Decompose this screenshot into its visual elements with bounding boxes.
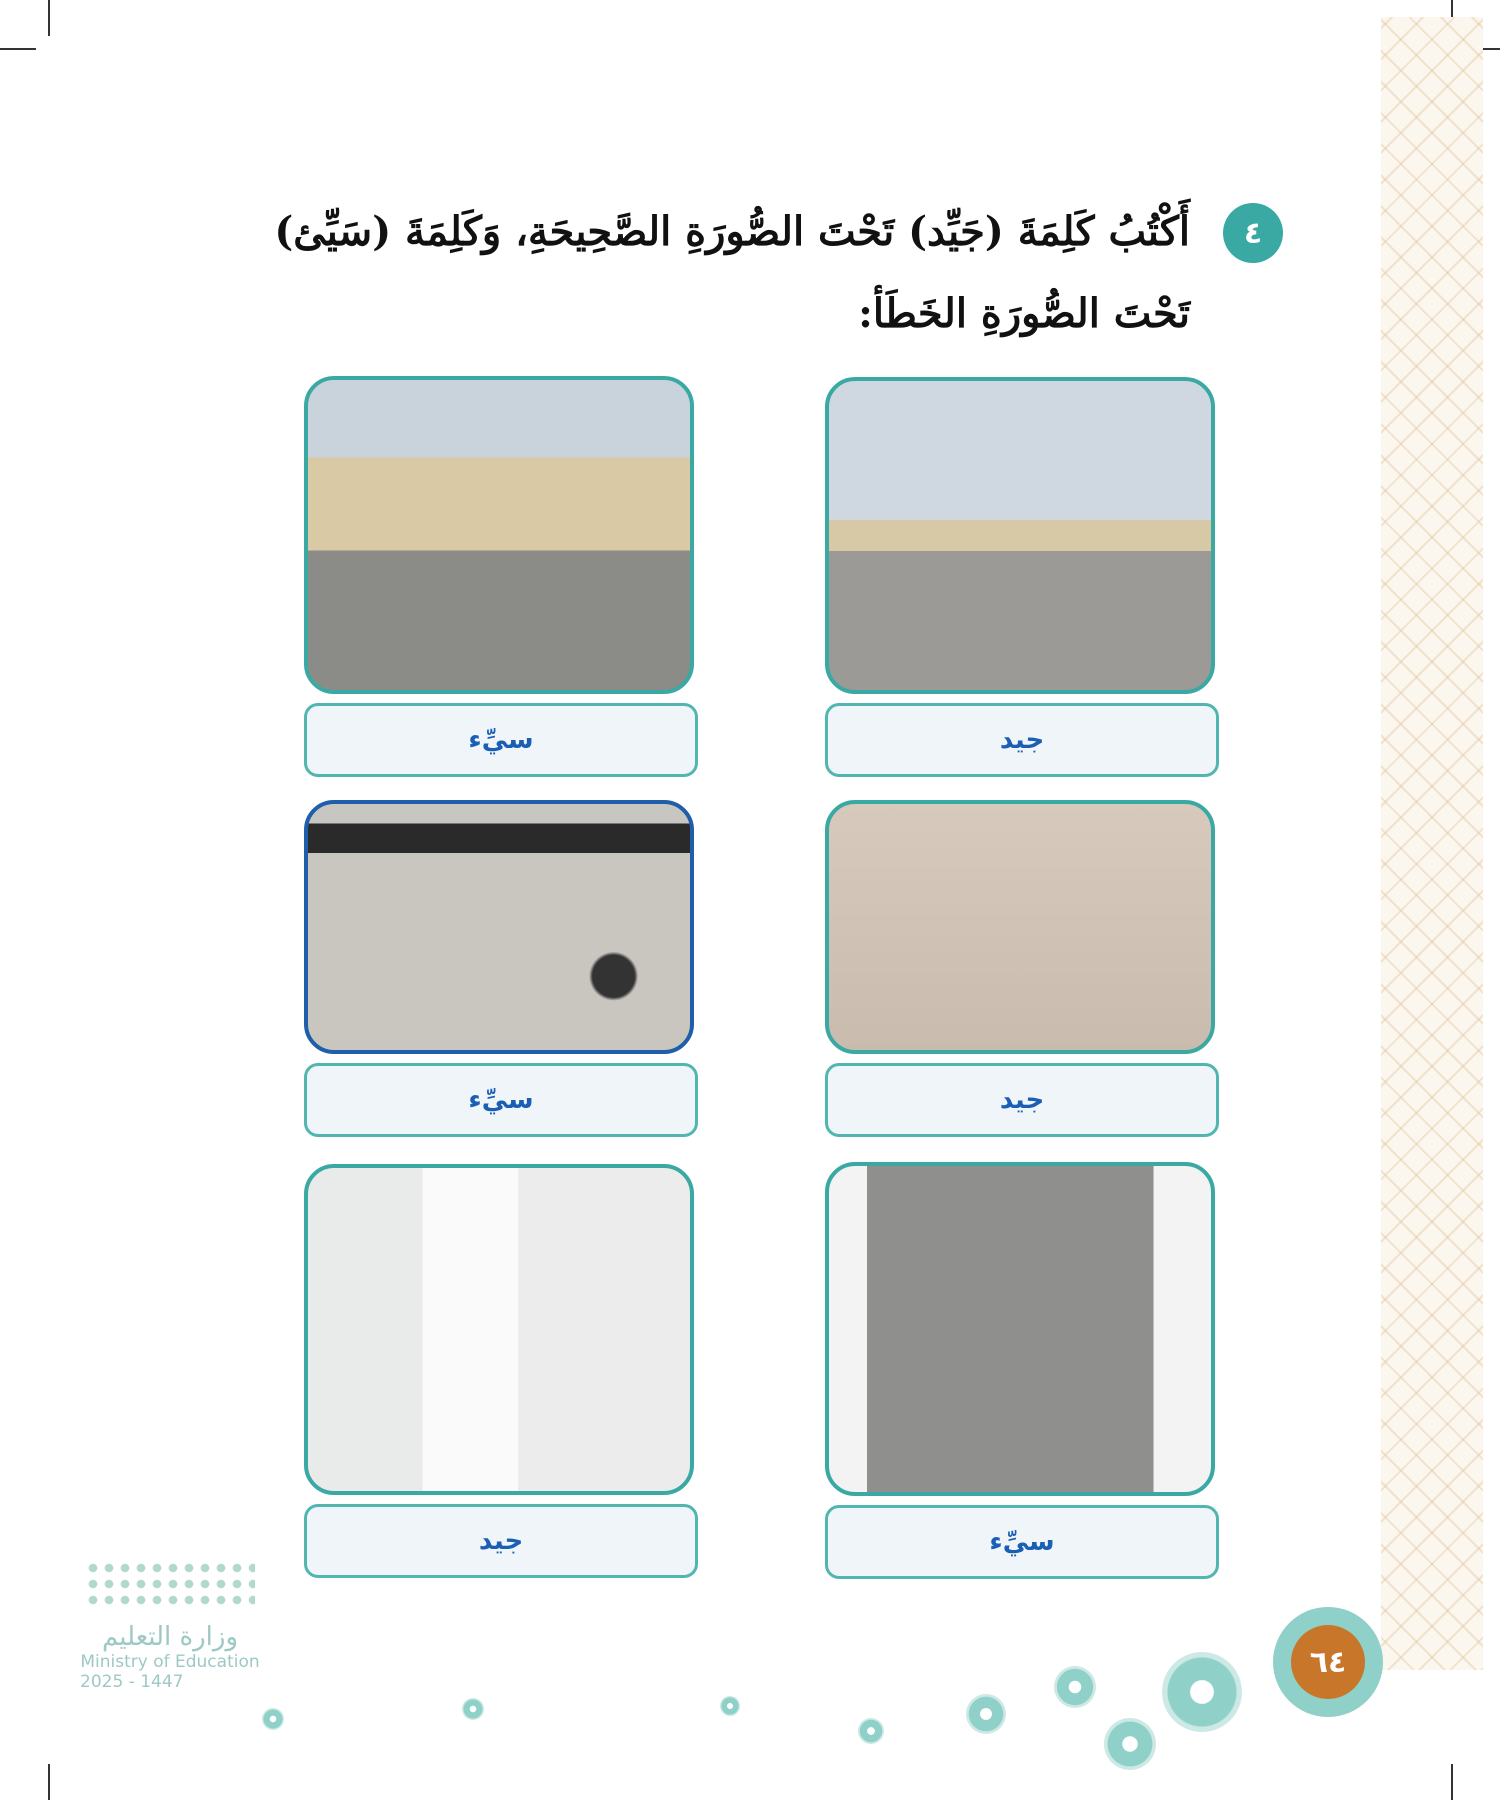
edition-year: 2025 - 1447: [80, 1672, 184, 1692]
ministry-name-en: Ministry of Education: [80, 1652, 260, 1672]
logo-dots-icon: [85, 1560, 255, 1610]
crop-mark: [48, 0, 50, 36]
photo-littered-street: [304, 376, 694, 694]
crop-mark: [0, 48, 36, 50]
answer-box[interactable]: سيِّء: [304, 1063, 698, 1137]
answer-box[interactable]: جيد: [825, 703, 1219, 777]
flower-ornament: [462, 1698, 484, 1720]
photo-clean-street: [825, 377, 1215, 694]
flower-ornament: [720, 1696, 740, 1716]
decorative-pattern-strip: [1381, 17, 1483, 1670]
photo-dirty-bathroom: [825, 1162, 1215, 1496]
photo-clean-wall: [825, 800, 1215, 1054]
ministry-logo: [60, 1560, 280, 1692]
flower-ornament: [262, 1708, 284, 1730]
answer-box[interactable]: جيد: [304, 1504, 698, 1578]
flower-ornament: [858, 1718, 884, 1744]
crop-mark: [48, 1764, 50, 1800]
instruction-line-1: أَكْتُبُ كَلِمَةَ (جَيِّد) تَحْتَ الصُّورَةِ الصَّحِيحَةِ، وَكَلِمَةَ (سَيِّئ): [274, 208, 1190, 255]
photo-graffiti-wall: [304, 800, 694, 1054]
ministry-name-ar: وزارة التعليم: [101, 1622, 239, 1652]
flower-ornament: [966, 1694, 1006, 1734]
flower-ornament: [1054, 1666, 1096, 1708]
answer-box[interactable]: سيِّء: [825, 1505, 1219, 1579]
crop-mark: [1451, 1764, 1453, 1800]
photo-clean-bathroom: [304, 1164, 694, 1495]
flower-ornament: [1104, 1718, 1156, 1770]
page-number: ٦٤: [1291, 1625, 1365, 1699]
instruction-line-2: تَحْتَ الصُّورَةِ الخَطَأ:: [858, 290, 1190, 337]
answer-box[interactable]: جيد: [825, 1063, 1219, 1137]
exercise-number-badge: ٤: [1223, 203, 1283, 263]
answer-box[interactable]: سيِّء: [304, 703, 698, 777]
flower-ornament: [1162, 1652, 1242, 1732]
